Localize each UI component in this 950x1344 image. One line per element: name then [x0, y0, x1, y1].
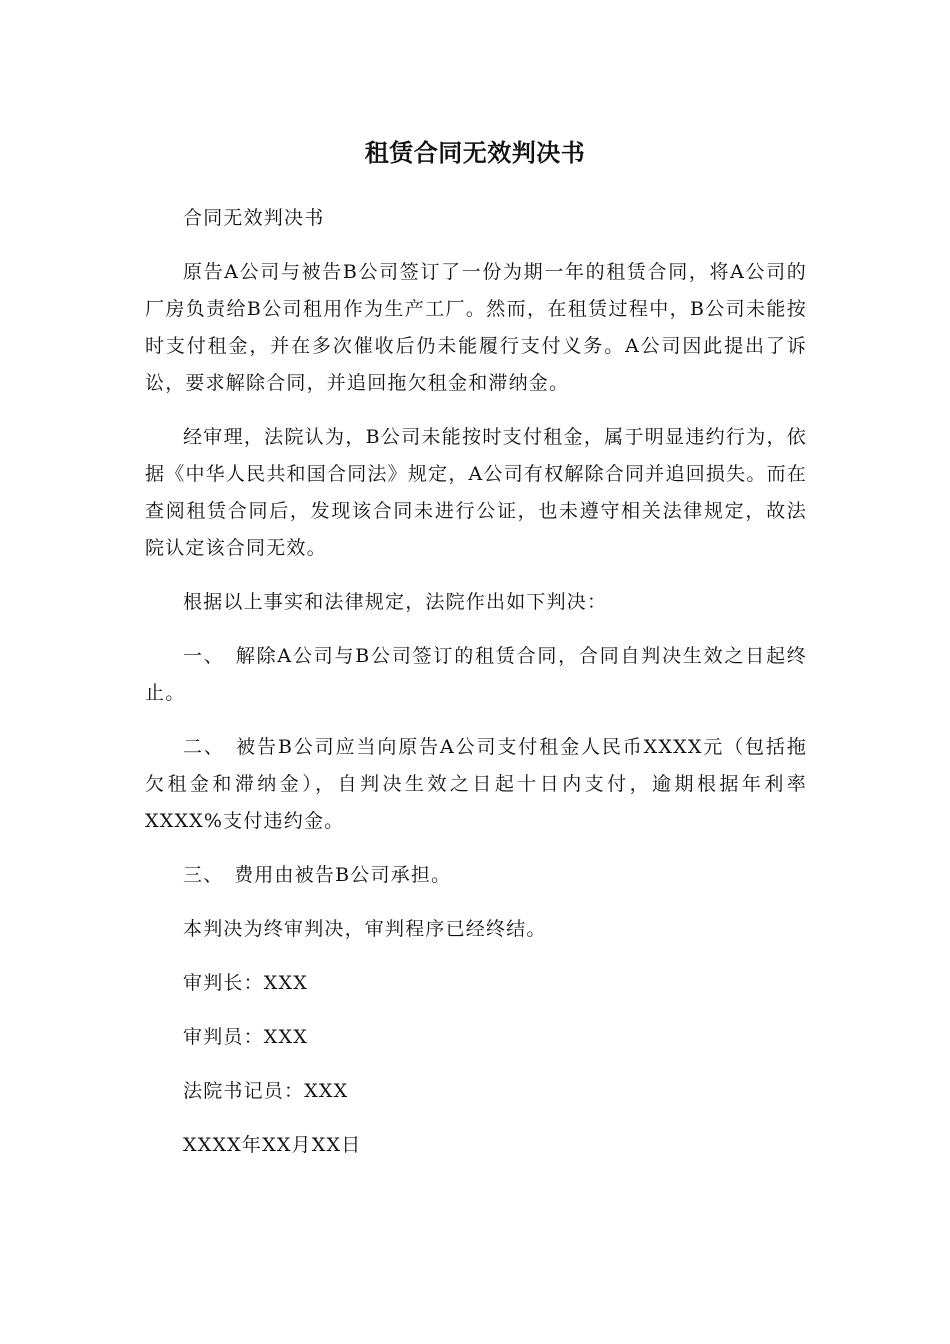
judgment-intro-paragraph: 根据以上事实和法律规定，法院作出如下判决： — [183, 591, 608, 613]
judgment-date: XXXX年XX月XX日 — [183, 1134, 362, 1156]
final-judgment-statement: 本判决为终审判决，审判程序已经终结。 — [183, 918, 547, 940]
court-clerk: 法院书记员：XXX — [183, 1080, 349, 1102]
presiding-judge: 审判长：XXX — [183, 972, 308, 994]
subtitle-paragraph: 合同无效判决书 — [183, 207, 325, 229]
document-title: 租赁合同无效判决书 — [364, 139, 586, 167]
judgment-item-1: 一、 解除A公司与B公司签订的租赁合同，合同自判决生效之日起终止。 — [145, 645, 807, 704]
document-body — [145, 200, 807, 1181]
facts-paragraph: 原告A公司与被告B公司签订了一份为期一年的租赁合同，将A公司的厂房负责给B公司租用作为生产工厂。然而，在租赁过程中，B公司未能按时支付租金，并在多次催收后仍未能履行支付义务。A公司因此提出了诉讼，要求解除合同，并追回拖欠租金和滞纳金。 — [145, 261, 807, 394]
judgment-item-3: 三、 费用由被告B公司承担。 — [183, 864, 452, 886]
judgment-item-2: 二、 被告B公司应当向原告A公司支付租金人民币XXXX元（包括拖欠租金和滞纳金），自判决生效之日起十日内支付，逾期根据年利率XXXX%支付违约金。 — [145, 736, 807, 832]
court-opinion-paragraph: 经审理，法院认为，B公司未能按时支付租金，属于明显违约行为，依据《中华人民共和国合同法》规定，A公司有权解除合同并追回损失。而在查阅租赁合同后，发现该合同未进行公证，也未遵守相关法律规定，故法院认定该合同无效。 — [145, 426, 807, 559]
judge: 审判员：XXX — [183, 1026, 308, 1048]
